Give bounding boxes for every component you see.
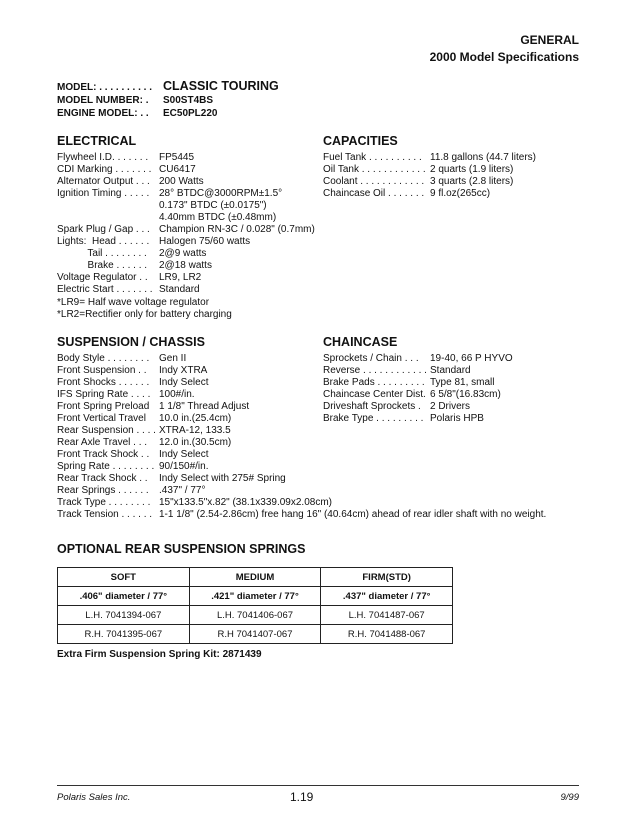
model-number-row [57,94,279,107]
spec-value: 100#/in. [159,389,195,400]
model-number-value: S00ST4BS [163,95,214,106]
col-medium: MEDIUM [189,568,321,587]
spec-label: Rear Axle Travel . . . [57,437,148,448]
spec-row [57,485,577,497]
header-model-specs: 2000 Model Specifications [429,50,579,64]
spec-label: Oil Tank . . . . . . . . . . . . [323,164,426,175]
spec-value: Type 81, small [430,377,495,388]
spec-label: Brake . . . . . . [57,260,148,271]
spec-value: 15"x133.5"x.82" (38.1x339.09x2.08cm) [159,497,332,508]
suspension-title: SUSPENSION / CHASSIS [57,335,205,349]
spec-value: Champion RN-3C / 0.028" (0.7mm) [159,224,315,235]
table-row [58,606,453,625]
spec-value: 11.8 gallons (44.7 liters) [430,152,536,163]
spec-value: Indy XTRA [159,365,208,376]
spec-value: Indy Select [159,377,209,388]
spec-label: Rear Track Shock . . [57,473,148,484]
spec-value: Halogen 75/60 watts [159,236,251,247]
spec-row [57,260,317,272]
note-lr2: *LR2=Rectifier only for battery charging [57,309,232,320]
spec-value: FP5445 [159,152,195,163]
table-cell: L.H. 7041406-067 [189,606,321,625]
spec-row [57,224,317,236]
spec-row [57,509,577,521]
spec-value: 19-40, 66 P HYVO [430,353,513,364]
spec-row [57,236,317,248]
footer-date: 9/99 [560,792,579,803]
table-cell: .437" diameter / 77° [321,587,453,606]
spec-label: Brake Pads . . . . . . . . . [323,377,425,388]
spec-row [57,461,577,473]
spec-row [57,497,577,509]
spec-row [323,152,583,164]
spec-value: 9 fl.oz(265cc) [430,188,491,199]
spec-value: Polaris HPB [430,413,484,424]
spec-value: 28° BTDC@3000RPM±1.5° [159,188,283,199]
spec-row [57,176,317,188]
spec-value: CU6417 [159,164,196,175]
spec-label: Voltage Regulator . . [57,272,148,283]
spec-value: 2 Drivers [430,401,471,412]
spec-label: IFS Spring Rate . . . . [57,389,151,400]
footer-divider [57,785,579,786]
spec-value: 0.173" BTDC (±0.0175") [159,200,267,211]
col-firm: FIRM(STD) [321,568,453,587]
table-cell: R.H. 7041488-067 [321,625,453,644]
table-cell: R.H. 7041395-067 [58,625,190,644]
spec-row [323,401,583,413]
spec-row [323,188,583,200]
spec-row [57,188,317,200]
spec-label: Spark Plug / Gap . . . [57,224,150,235]
spec-row [323,365,583,377]
table-row [58,625,453,644]
spec-label: Brake Type . . . . . . . . . [323,413,424,424]
spec-label: Spring Rate . . . . . . . . [57,461,155,472]
electrical-title: ELECTRICAL [57,134,137,148]
springs-table [57,567,453,644]
spec-row [57,449,577,461]
spec-value: Standard [430,365,471,376]
table-row [58,587,453,606]
table-cell: .421" diameter / 77° [189,587,321,606]
spec-row [323,353,583,365]
spec-label: CDI Marking . . . . . . . [57,164,152,175]
capacities-title: CAPACITIES [323,134,398,148]
spec-value: 12.0 in.(30.5cm) [159,437,232,448]
spring-kit-note: Extra Firm Suspension Spring Kit: 2871439 [57,649,262,660]
spec-label: Reverse . . . . . . . . . . . . [323,365,427,376]
spec-label: Lights: Head . . . . . . [57,236,150,247]
spec-row [57,248,317,260]
spec-label: Rear Suspension . . . . [57,425,156,436]
spec-row [57,212,317,224]
spec-row [57,200,317,212]
spec-value: 2@9 watts [159,248,207,259]
footer-company: Polaris Sales Inc. [57,792,131,803]
spec-value: Gen II [159,353,187,364]
engine-model-value: EC50PL220 [163,108,218,119]
col-soft: SOFT [58,568,190,587]
spec-row [57,272,317,284]
spec-value: .437" / 77° [159,485,206,496]
header-general: GENERAL [520,33,579,47]
spec-value: 6 5/8"(16.83cm) [430,389,501,400]
engine-model-row [57,107,279,120]
spec-label: Front Shocks . . . . . . [57,377,150,388]
spec-value: Indy Select with 275# Spring [159,473,286,484]
spec-row [323,389,583,401]
spec-value: 2 quarts (1.9 liters) [430,164,514,175]
chaincase-title: CHAINCASE [323,335,398,349]
spec-row [57,152,317,164]
engine-model-label: ENGINE MODEL: . . [57,108,149,119]
table-cell: L.H. 7041487-067 [321,606,453,625]
spec-value: 3 quarts (2.8 liters) [430,176,514,187]
table-cell: L.H. 7041394-067 [58,606,190,625]
spec-label: Track Tension . . . . . . [57,509,153,520]
spec-label: Track Type . . . . . . . . [57,497,151,508]
table-cell: R.H 7041407-067 [189,625,321,644]
spec-label: Ignition Timing . . . . . [57,188,150,199]
note-lr9: *LR9= Half wave voltage regulator [57,297,210,308]
spec-value: 1-1 1/8" (2.54-2.86cm) free hang 16" (40.64cm) ahead of rear idler shaft with no weight. [159,509,547,520]
spec-row [323,413,583,425]
spec-label: Coolant . . . . . . . . . . . . [323,176,425,187]
spec-label: Alternator Output . . . [57,176,150,187]
spec-row [57,164,317,176]
spec-label: Front Spring Preload [57,401,150,412]
spec-row [57,284,317,296]
spec-label: Fuel Tank . . . . . . . . . . [323,152,422,163]
spec-label: Front Suspension . . [57,365,147,376]
model-label: MODEL: . . . . . . . . . . [57,82,153,93]
capacities-list [323,152,583,200]
spec-row [57,473,577,485]
electrical-list [57,152,317,296]
spec-row [323,377,583,389]
spec-label: Front Track Shock . . [57,449,150,460]
springs-header-row [58,568,453,587]
spec-value: 10.0 in.(25.4cm) [159,413,232,424]
spec-row [323,176,583,188]
page-number: 1.19 [290,790,314,804]
model-block [57,80,279,120]
spec-label: Driveshaft Sprockets . [323,401,421,412]
model-row [57,80,279,94]
spec-label: Chaincase Oil . . . . . . . [323,188,425,199]
spec-label: Electric Start . . . . . . . [57,284,153,295]
spec-row [57,425,577,437]
spec-value: 1 1/8" Thread Adjust [159,401,250,412]
spec-label: Tail . . . . . . . . [57,248,147,259]
spec-value: 2@18 watts [159,260,212,271]
chaincase-list [323,353,583,425]
spec-value: 200 Watts [159,176,204,187]
spec-value: 4.40mm BTDC (±0.48mm) [159,212,277,223]
spec-label: Body Style . . . . . . . . [57,353,150,364]
spec-value: Standard [159,284,200,295]
electrical-notes [57,297,232,321]
spec-label: Sprockets / Chain . . . [323,353,419,364]
model-number-label: MODEL NUMBER: . [57,95,149,106]
spec-row [57,437,577,449]
spec-value: XTRA-12, 133.5 [159,425,231,436]
spec-label: Chaincase Center Dist. [323,389,426,400]
optional-springs-title: OPTIONAL REAR SUSPENSION SPRINGS [57,542,306,556]
spec-value: LR9, LR2 [159,272,202,283]
spec-label: Front Vertical Travel [57,413,146,424]
spec-value: 90/150#/in. [159,461,209,472]
spec-row [323,164,583,176]
spec-label: Rear Springs . . . . . . [57,485,149,496]
table-cell: .406" diameter / 77° [58,587,190,606]
spec-value: Indy Select [159,449,209,460]
spec-label: Flywheel I.D. . . . . . . [57,152,149,163]
model-value: CLASSIC TOURING [163,79,279,93]
